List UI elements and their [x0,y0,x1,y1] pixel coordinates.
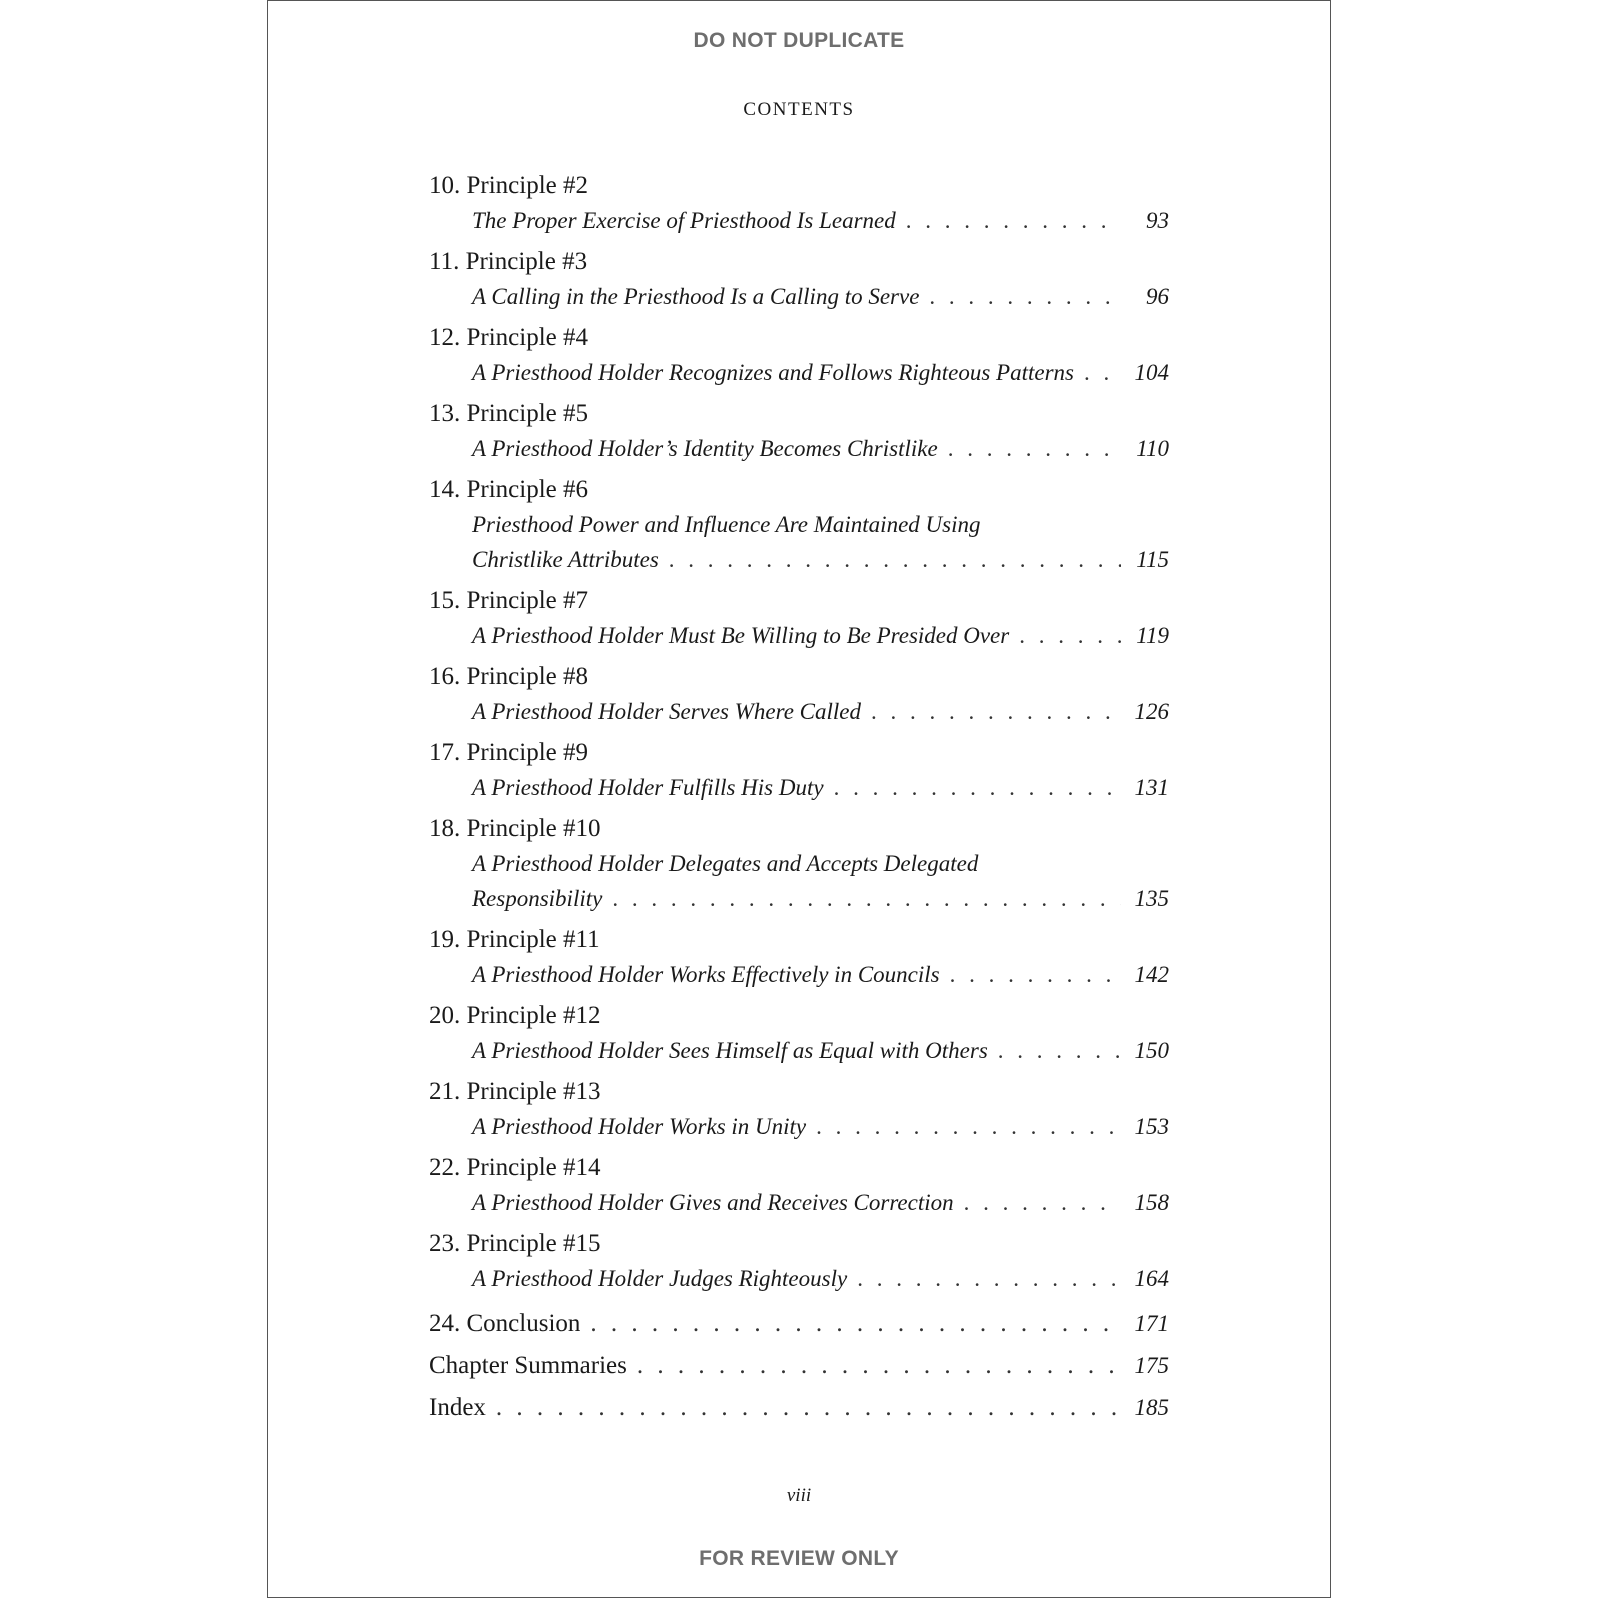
toc-entry [429,1227,1169,1296]
chapter-subtitle-line [429,881,1169,916]
page-number: 93 [1146,208,1169,233]
dot-leader [857,1261,1121,1296]
dot-leader [590,1303,1121,1345]
page-heading: CONTENTS [743,99,855,120]
toc-entry [429,736,1169,805]
chapter-subtitle: A Priesthood Holder Fulfills His Duty [472,775,824,800]
page-number: 135 [1134,886,1169,911]
chapter-title: 21. Principle #13 [429,1078,601,1105]
toc-entry [429,397,1169,466]
toc-entry [429,923,1169,992]
chapter-subtitle: A Priesthood Holder Recognizes and Follows Righteous Patterns [472,360,1074,385]
chapter-subtitle: A Priesthood Holder Works Effectively in Councils [472,962,940,987]
dot-leader [906,203,1121,238]
chapter-subtitle-continued: Responsibility [472,886,603,911]
chapter-title: 14. Principle #6 [429,476,589,503]
chapter-subtitle: A Priesthood Holder Must Be Willing to Be Presided Over [472,623,1010,648]
chapter-title: 19. Principle #11 [429,926,600,953]
dot-leader [1084,355,1121,390]
page-number: 142 [1134,962,1169,987]
toc-entry [429,1151,1169,1220]
chapter-subtitle: A Priesthood Holder Gives and Receives Correction [472,1190,954,1215]
dot-leader [871,694,1121,729]
dot-leader [948,431,1121,466]
chapter-subtitle-line [429,1033,1169,1068]
dot-leader [612,881,1121,916]
chapter-subtitle-line [429,431,1169,466]
toc-entry [429,473,1169,577]
chapter-subtitle-line [429,1185,1169,1220]
chapter-subtitle: A Calling in the Priesthood Is a Calling to Serve [472,284,920,309]
toc-entry [429,1075,1169,1144]
chapter-subtitle: A Priesthood Holder Works in Unity [472,1114,807,1139]
chapter-title: 24. Conclusion [429,1310,581,1337]
page-number: 131 [1134,775,1169,800]
toc-entry [429,812,1169,916]
page-number: 115 [1136,547,1169,572]
chapter-subtitle-continued: Christlike Attributes [472,547,659,572]
chapter-subtitle-line [429,618,1169,653]
toc-entry-chapter-summaries [429,1345,1169,1387]
chapter-subtitle-line [429,957,1169,992]
dot-leader [1019,618,1121,653]
toc-entry [429,660,1169,729]
chapter-title: 22. Principle #14 [429,1154,601,1181]
page-number: 96 [1146,284,1169,309]
watermark-top: DO NOT DUPLICATE [693,29,905,52]
chapter-subtitle: A Priesthood Holder’s Identity Becomes Christlike [472,436,938,461]
page-number: 164 [1134,1266,1169,1291]
toc-entry-index [429,1387,1169,1429]
dot-leader [950,957,1121,992]
toc-entry [429,245,1169,314]
chapter-title: 20. Principle #12 [429,1002,601,1029]
chapter-title: 23. Principle #15 [429,1230,601,1257]
chapter-title: 13. Principle #5 [429,400,589,427]
page-number: 126 [1134,699,1169,724]
chapter-title: 17. Principle #9 [429,739,589,766]
chapter-subtitle-line [429,846,1169,881]
toc-entry [429,584,1169,653]
page-number: 119 [1136,623,1169,648]
book-page [267,0,1331,1598]
chapter-subtitle: A Priesthood Holder Serves Where Called [472,699,862,724]
toc-entry [429,169,1169,238]
table-of-contents [429,169,1169,1429]
page-number: 150 [1134,1038,1169,1063]
dot-leader [964,1185,1121,1220]
chapter-subtitle-line [429,203,1169,238]
chapter-title: 16. Principle #8 [429,663,589,690]
dot-leader [637,1345,1121,1387]
dot-leader [929,279,1121,314]
page-number: 175 [1134,1353,1169,1378]
dot-leader [496,1387,1121,1429]
chapter-subtitle: Priesthood Power and Influence Are Maintained Using [472,512,981,537]
chapter-title: 18. Principle #10 [429,815,601,842]
chapter-title: Chapter Summaries [429,1352,627,1379]
page-number: 104 [1134,360,1169,385]
dot-leader [834,770,1121,805]
chapter-subtitle-line [429,507,1169,542]
chapter-subtitle-line [429,355,1169,390]
chapter-title: 11. Principle #3 [429,248,588,275]
chapter-title: 15. Principle #7 [429,587,589,614]
chapter-subtitle-line [429,770,1169,805]
chapter-subtitle-line [429,694,1169,729]
toc-entry-conclusion [429,1303,1169,1345]
chapter-title: 12. Principle #4 [429,324,589,351]
page-number: 153 [1134,1114,1169,1139]
toc-entry [429,321,1169,390]
page-number: 185 [1134,1395,1169,1420]
dot-leader [669,542,1121,577]
dot-leader [816,1109,1121,1144]
chapter-subtitle-line [429,1261,1169,1296]
dot-leader [998,1033,1121,1068]
chapter-subtitle-line [429,279,1169,314]
chapter-subtitle: The Proper Exercise of Priesthood Is Learned [472,208,896,233]
page-number: 110 [1136,436,1169,461]
page-folio: viii [786,1485,812,1506]
page-number: 171 [1134,1311,1169,1336]
chapter-subtitle-line [429,1109,1169,1144]
chapter-subtitle: A Priesthood Holder Sees Himself as Equal with Others [472,1038,988,1063]
page-number: 158 [1134,1190,1169,1215]
toc-entry [429,999,1169,1068]
chapter-subtitle: A Priesthood Holder Judges Righteously [472,1266,848,1291]
chapter-title: Index [429,1394,486,1421]
chapter-subtitle: A Priesthood Holder Delegates and Accepts Delegated [472,851,979,876]
chapter-subtitle-line [429,542,1169,577]
watermark-bottom: FOR REVIEW ONLY [699,1547,899,1570]
chapter-title: 10. Principle #2 [429,172,589,199]
